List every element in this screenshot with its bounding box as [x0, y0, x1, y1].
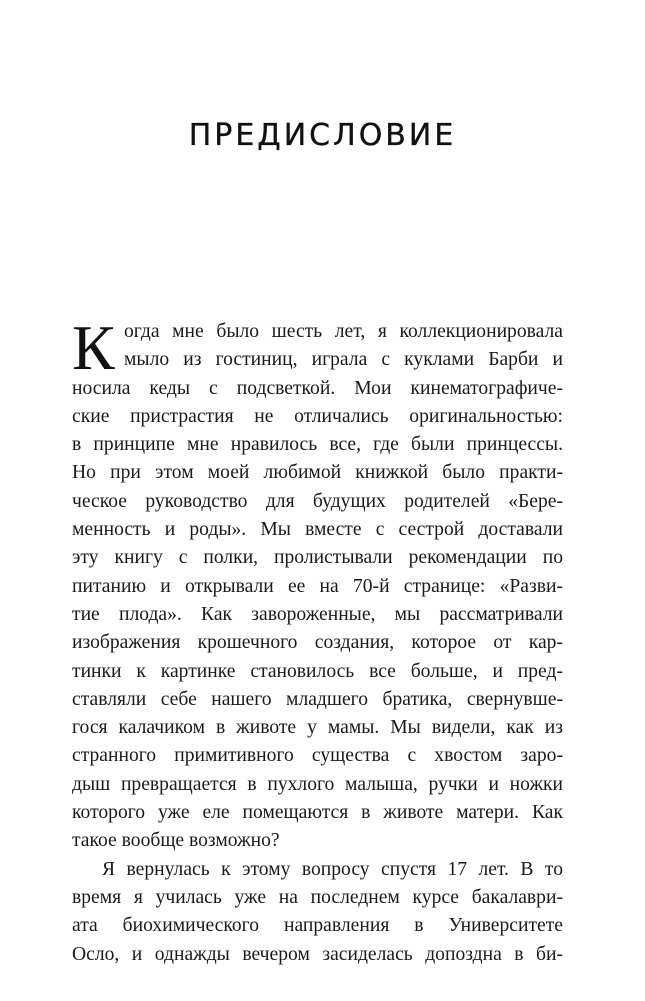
text-line: Осло, и однажды вечером засиделась допоздна в би- [72, 943, 563, 965]
drop-cap: К [72, 312, 115, 383]
text-line: тинки к картинке становилось все больше, и пред- [72, 660, 563, 682]
text-line: менность и роды». Мы вместе с сестрой доставали [72, 519, 563, 541]
text-line: такое вообще возможно? [72, 830, 280, 852]
text-line: странного примитивного существа с хвостом заро- [72, 745, 563, 767]
text-line: ата биохимического направления в Университете [72, 915, 563, 937]
text-line: ские пристрастия не отличались оригинальностью: [72, 405, 563, 427]
text-line: время я училась уже на последнем курсе бакалаври- [72, 886, 563, 908]
text-line: носила кеды с подсветкой. Мои кинематографиче- [72, 377, 563, 399]
text-line: изображения крошечного создания, которое от кар- [72, 632, 563, 654]
text-line: гося калачиком в животе у мамы. Мы видели, как из [72, 717, 563, 739]
text-line: которого уже еле помещаются в животе матери. Как [72, 802, 563, 824]
text-line: питанию и открывали ее на 70-й странице: «Разви- [72, 575, 563, 597]
chapter-title: ПРЕДИСЛОВИЕ [188, 118, 457, 153]
text-line: ческое руководство для будущих родителей «Бере- [72, 490, 563, 512]
text-line: Я вернулась к этому вопросу спустя 17 лет. В то [102, 858, 563, 880]
text-line: эту книгу с полки, пролистывали рекомендации по [72, 547, 563, 569]
text-line: Но при этом моей любимой книжкой было практи- [72, 462, 563, 484]
text-line: мыло из гостиниц, играла с куклами Барби и [124, 349, 563, 371]
text-line: огда мне было шесть лет, я коллекционировала [124, 321, 563, 342]
paragraph [72, 856, 563, 969]
paragraph [72, 312, 563, 856]
body-text [72, 312, 563, 969]
text-line: тие плода». Как завороженные, мы рассматривали [72, 603, 563, 625]
text-line: в принципе мне нравилось все, где были принцессы. [72, 434, 563, 456]
text-line: ставляли себе нашего младшего братика, свернувше- [72, 688, 563, 710]
text-line: дыш превращается в пухлого малыша, ручки и ножки [72, 773, 563, 795]
